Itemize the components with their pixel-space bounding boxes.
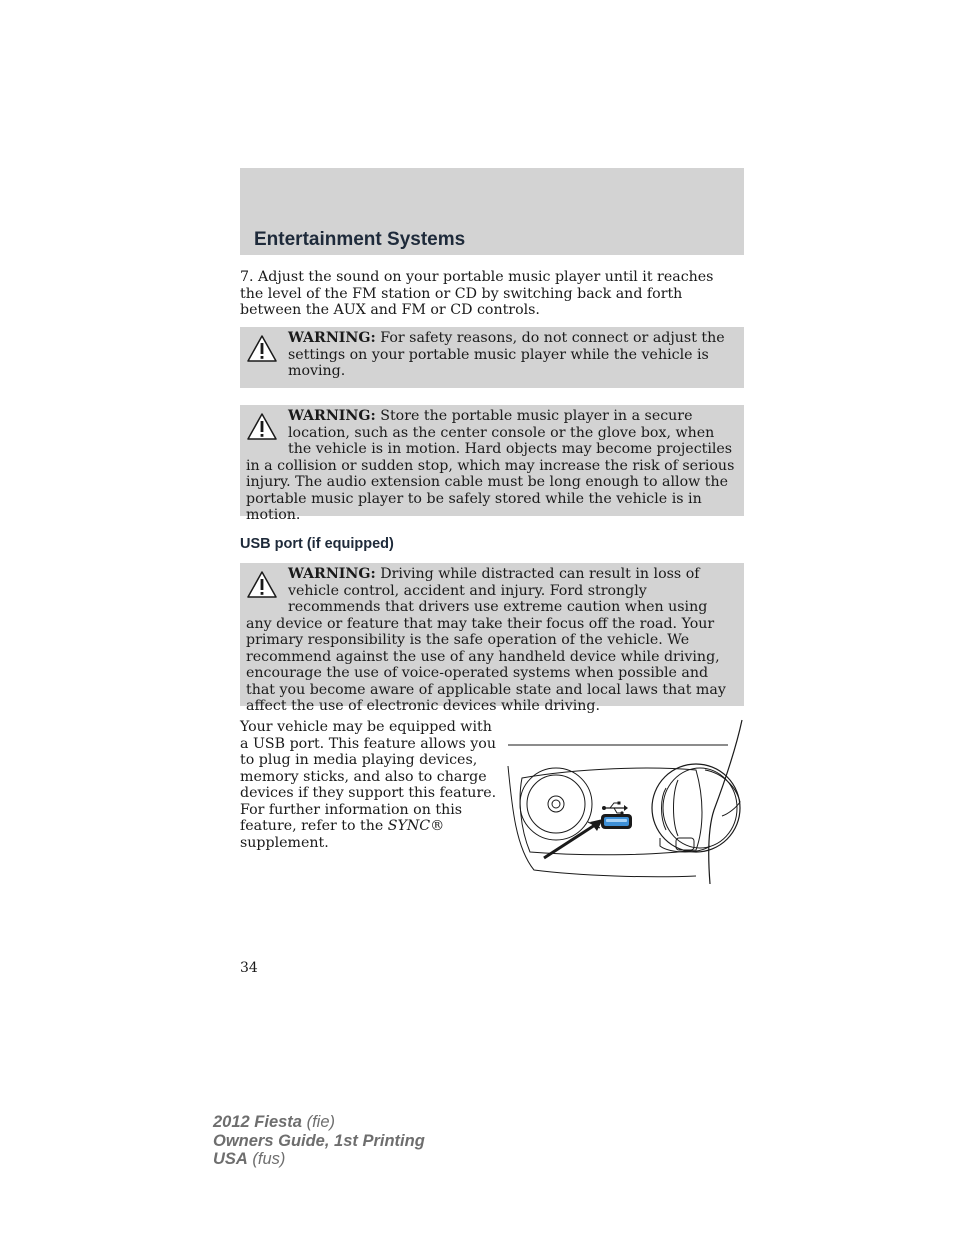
warning-triangle-icon — [246, 570, 278, 600]
section-title: Entertainment Systems — [254, 229, 466, 250]
warning-text: Store the portable music player in a secure location, such as the center console or the glove box, when the vehicle is in motion. Hard objects may become projectiles in a collision or sudden stop, which may increase the risk of serious injury. The audio extension cable must be long enough to allow the portable music player to be safely stored while the vehicle is in motion. — [246, 408, 735, 523]
document-footer — [213, 1113, 425, 1169]
warning-label: WARNING: — [288, 566, 376, 582]
warning-box-3 — [240, 563, 744, 714]
usb-symbol-icon — [602, 802, 628, 815]
usb-description-text: Your vehicle may be equipped with a USB port. This feature allows you to plug in media playing devices, memory sticks, and also to charge devices if they support this feature. For further information on this feature, refer to the — [240, 719, 497, 834]
footer-line-model: 2012 Fiesta (fie) — [213, 1113, 335, 1131]
usb-description-tail: supplement. — [240, 834, 329, 851]
warning-text: Driving while distracted can result in loss of vehicle control, accident and injury. Ford strongly recommends that drivers use extreme caution when using any device or feature that may take their focus off the road. Your primary responsibility is the safe operation of the vehicle. We recommend against the use of any handheld device while driving, encourage the use of voice-operated systems when possible and that you become aware of applicable state and local laws that may affect the use of electronic devices while driving. — [246, 566, 726, 714]
warning-label: WARNING: — [288, 330, 376, 346]
warning-label: WARNING: — [288, 408, 376, 424]
footer-line-guide: Owners Guide, 1st Printing — [213, 1131, 425, 1150]
warning-triangle-icon — [246, 412, 278, 442]
section-header-band — [240, 168, 744, 255]
sync-name: SYNC® — [387, 818, 445, 834]
warning-triangle-icon — [246, 334, 278, 364]
usb-description — [240, 719, 502, 851]
usb-section-heading: USB port (if equipped) — [240, 536, 394, 552]
intro-step-paragraph: 7. Adjust the sound on your portable music player until it reaches the level of the FM station or CD by switching back and forth between the AUX and FM or CD controls. — [240, 269, 714, 318]
page-number: 34 — [240, 960, 258, 976]
warning-text: For safety reasons, do not connect or adjust the settings on your portable music player while the vehicle is moving. — [288, 330, 725, 379]
footer-line-market: USA (fus) — [213, 1150, 286, 1168]
warning-box-1 — [240, 327, 744, 388]
usb-port-illustration — [500, 718, 748, 886]
warning-box-2 — [240, 405, 744, 523]
